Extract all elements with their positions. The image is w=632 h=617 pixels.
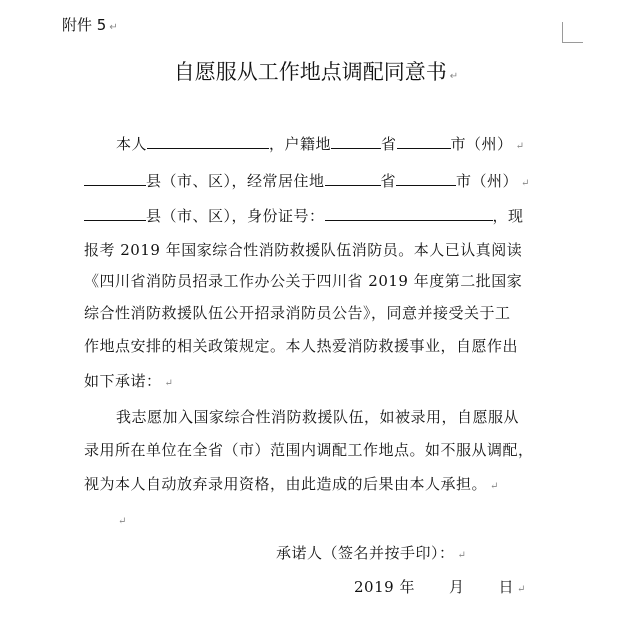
paragraph-mark-icon: ↵ <box>516 584 526 595</box>
date-day: 日 <box>498 578 514 596</box>
label-shi-zhou-2: 市（州） <box>456 172 519 190</box>
label-sheng-2: 省 <box>380 172 397 190</box>
label-shi-zhou: 市（州） <box>450 135 513 153</box>
date-year: 2019 年 <box>354 578 415 596</box>
paragraph-mark-icon: ↵ <box>109 22 118 33</box>
body-line-2: 《四川省消防员招录工作办公关于四川省 2019 年度第二批国家 <box>84 272 523 290</box>
pledge-line-1: 我志愿加入国家综合性消防救援队伍，如被录用，自愿服从 <box>116 408 520 426</box>
pledge-line-3 <box>84 473 499 494</box>
label-huji: ，户籍地 <box>269 135 332 153</box>
paragraph-mark-icon: ↵ <box>457 550 467 561</box>
form-line-2 <box>84 170 530 191</box>
signature-label-text: 承诺人（签名并按手印）： <box>276 544 455 562</box>
label-county-residence: 县（市、区），经常居住地 <box>146 172 325 190</box>
blank-huji-province <box>331 134 381 149</box>
signature-label <box>276 542 466 563</box>
label-sheng: 省 <box>381 135 397 153</box>
blank-residence-city <box>396 171 456 186</box>
empty-paragraph <box>118 510 127 528</box>
form-line-3 <box>84 205 524 226</box>
blank-id-number <box>325 206 493 221</box>
blank-name <box>147 134 269 149</box>
paragraph-mark-icon: ↵ <box>118 516 127 527</box>
document-title <box>0 56 632 86</box>
blank-residence-county <box>84 206 146 221</box>
paragraph-mark-icon: ↵ <box>449 71 459 82</box>
attachment-label <box>62 14 118 35</box>
pledge-line-2: 录用所在单位在全省（市）范围内调配工作地点。如不服从调配， <box>84 441 534 459</box>
label-xian: ，现 <box>492 207 524 225</box>
body-line-5-text: 如下承诺： <box>84 372 162 390</box>
body-line-1: 报考 2019 年国家综合性消防救援队伍消防员。本人已认真阅读 <box>84 241 523 259</box>
paragraph-mark-icon: ↵ <box>490 481 499 492</box>
paragraph-mark-icon: ↵ <box>521 178 530 189</box>
label-ben-ren: 本人 <box>116 135 148 153</box>
attachment-text: 附件 5 <box>62 16 107 34</box>
pledge-line-3-text: 视为本人自动放弃录用资格，由此造成的后果由本人承担。 <box>84 475 488 493</box>
body-line-5 <box>84 370 173 391</box>
date-month: 月 <box>448 578 465 596</box>
paragraph-mark-icon: ↵ <box>515 141 525 152</box>
label-county-id: 县（市、区），身份证号： <box>146 207 325 225</box>
title-text: 自愿服从工作地点调配同意书 <box>173 60 447 84</box>
blank-residence-province <box>325 171 381 186</box>
blank-huji-city <box>397 134 451 149</box>
body-line-3: 综合性消防救援队伍公开招录消防员公告》，同意并接受关于工 <box>84 304 511 322</box>
signature-date <box>354 576 526 597</box>
body-line-4: 作地点安排的相关政策规定。本人热爱消防救援事业，自愿作出 <box>84 337 519 355</box>
paragraph-mark-icon: ↵ <box>164 378 174 389</box>
blank-huji-county <box>84 171 146 186</box>
form-line-1 <box>116 133 524 154</box>
page-corner-mark <box>562 22 583 43</box>
